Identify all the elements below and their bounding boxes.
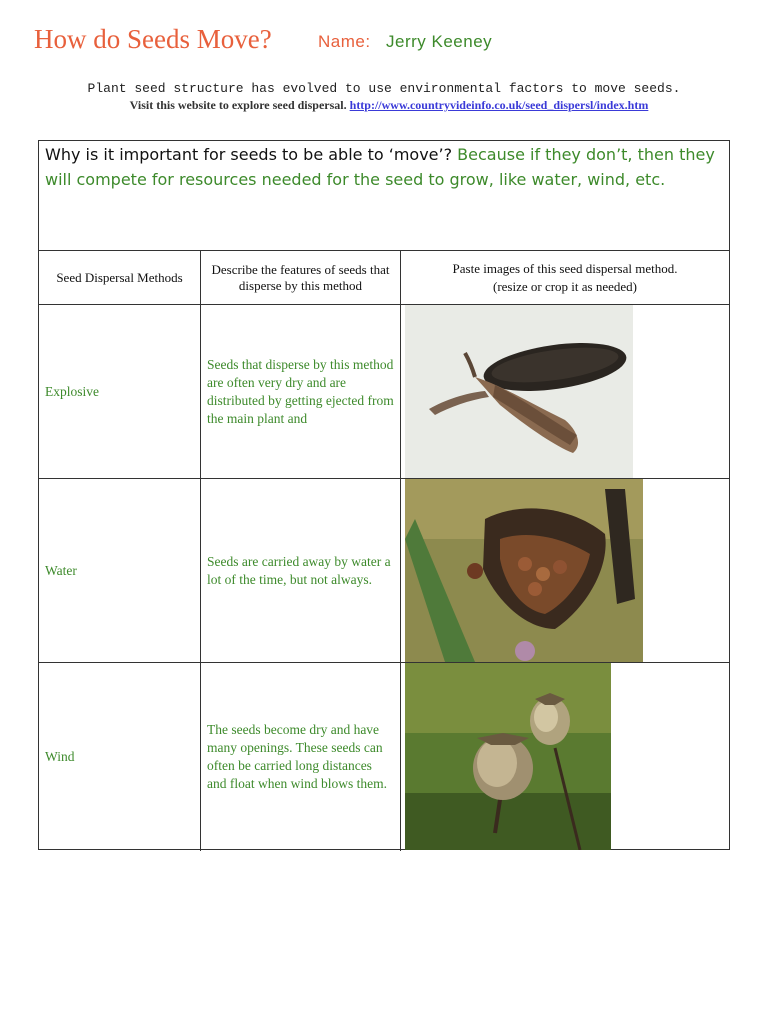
image-cell-water xyxy=(401,479,729,662)
header-images: Paste images of this seed dispersal method. (resize or crop it as needed) xyxy=(401,251,729,305)
method-wind: Wind xyxy=(39,663,201,851)
image-cell-explosive xyxy=(401,305,729,478)
intro-text: Plant seed structure has evolved to use environmental factors to move seeds. xyxy=(87,81,681,96)
description-water: Seeds are carried away by water a lot of the time, but not always. xyxy=(201,479,401,662)
student-name: Jerry Keeney xyxy=(386,32,493,51)
seed-dispersal-link[interactable]: http://www.countryvideinfo.co.uk/seed_dispersl/index.htm xyxy=(349,98,649,112)
worksheet-table xyxy=(38,140,730,850)
poppy-seed-heads-photo xyxy=(405,663,611,850)
open-seed-pods-photo xyxy=(405,479,643,662)
question-box xyxy=(39,141,729,251)
header-methods: Seed Dispersal Methods xyxy=(39,251,201,305)
page-title: How do Seeds Move? xyxy=(34,24,272,54)
method-explosive: Explosive xyxy=(39,305,201,478)
method-water: Water xyxy=(39,479,201,662)
question-prompt: Why is it important for seeds to be able to ‘move’? xyxy=(45,145,453,164)
name-label: Name: xyxy=(318,32,371,51)
header-features: Describe the features of seeds that disperse by this method xyxy=(201,251,401,305)
table-row-water xyxy=(39,479,729,663)
table-row-wind xyxy=(39,663,729,851)
description-wind: The seeds become dry and have many openings. These seeds can often be carried long distances and float when wind blows them. xyxy=(201,663,401,851)
dried-seed-pod-photo xyxy=(405,305,633,478)
image-cell-wind xyxy=(401,663,729,851)
visit-text: Visit this website to explore seed dispersal. xyxy=(129,98,347,112)
visit-line xyxy=(0,98,768,113)
table-row-explosive xyxy=(39,305,729,479)
description-explosive: Seeds that disperse by this method are often very dry and are distributed by getting ejected from the main plant and xyxy=(201,305,401,478)
question-answer: Because if they don’t, then they will compete for resources needed for the seed to grow, like water, wind, etc. xyxy=(45,145,715,189)
